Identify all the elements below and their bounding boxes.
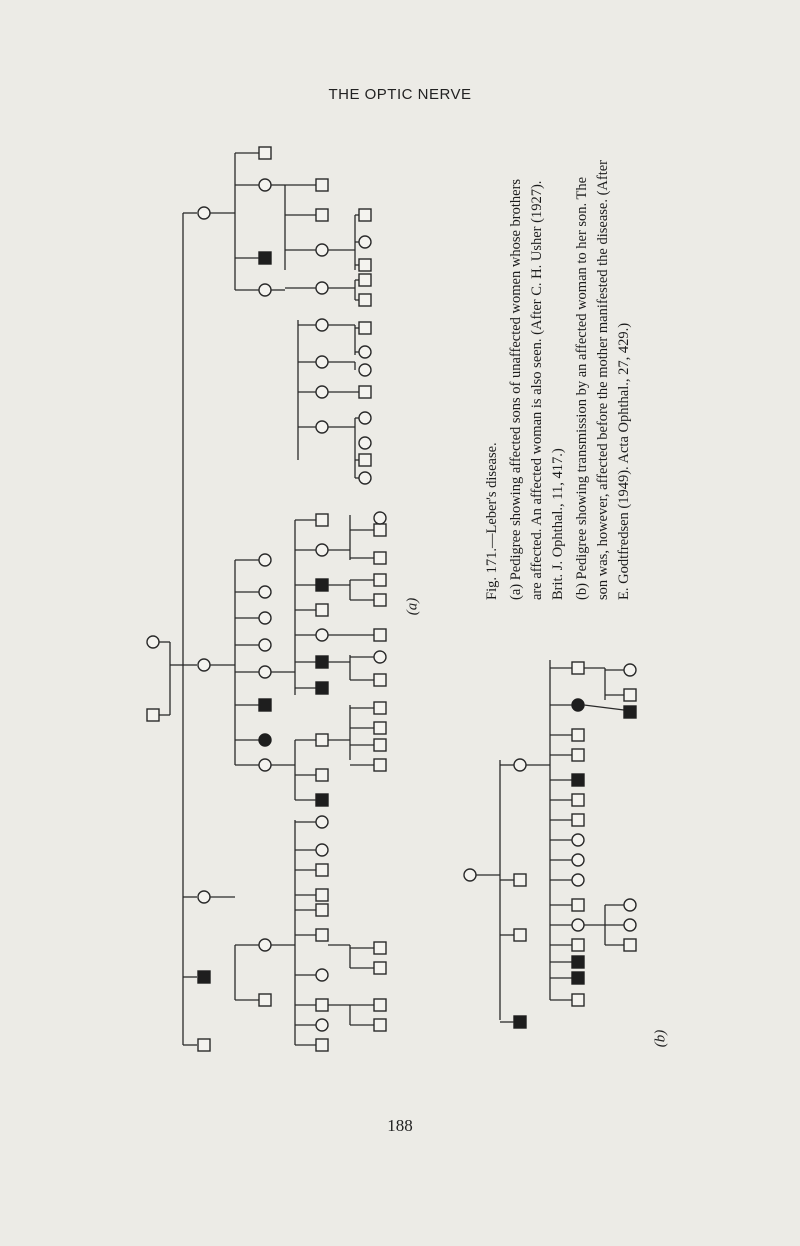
affected-male-symbol: [316, 579, 328, 591]
male-symbol: [374, 574, 386, 586]
female-symbol: [514, 759, 526, 771]
female-symbol: [464, 869, 476, 881]
female-symbol: [359, 236, 371, 248]
female-symbol: [624, 664, 636, 676]
male-symbol: [572, 794, 584, 806]
male-symbol: [374, 552, 386, 564]
male-symbol: [316, 889, 328, 901]
female-symbol: [624, 919, 636, 931]
label-b: (b): [652, 1029, 669, 1048]
male-symbol: [374, 629, 386, 641]
running-head: THE OPTIC NERVE: [328, 86, 472, 103]
male-symbol: [316, 929, 328, 941]
male-symbol: [374, 674, 386, 686]
affected-male-symbol: [316, 794, 328, 806]
female-symbol: [147, 636, 159, 648]
male-symbol: [374, 722, 386, 734]
male-symbol: [316, 734, 328, 746]
female-symbol: [259, 612, 271, 624]
female-symbol: [316, 386, 328, 398]
male-symbol: [572, 994, 584, 1006]
male-symbol: [374, 702, 386, 714]
page-number: 188: [387, 1116, 413, 1135]
male-symbol: [359, 322, 371, 334]
female-symbol: [259, 759, 271, 771]
male-symbol: [316, 769, 328, 781]
male-symbol: [374, 962, 386, 974]
female-symbol: [572, 854, 584, 866]
affected-male-symbol: [259, 252, 271, 264]
affected-male-symbol: [624, 706, 636, 718]
female-symbol: [624, 899, 636, 911]
male-symbol: [514, 929, 526, 941]
male-symbol: [316, 514, 328, 526]
female-symbol: [359, 364, 371, 376]
male-symbol: [374, 999, 386, 1011]
male-symbol: [316, 864, 328, 876]
female-symbol: [316, 319, 328, 331]
male-symbol: [374, 759, 386, 771]
male-symbol: [374, 594, 386, 606]
male-symbol: [316, 904, 328, 916]
female-symbol: [572, 834, 584, 846]
female-symbol: [316, 244, 328, 256]
affected-male-symbol: [198, 971, 210, 983]
caption-title: Fig. 171.—Leber's disease.: [484, 442, 500, 600]
female-symbol: [259, 179, 271, 191]
male-symbol: [374, 524, 386, 536]
female-symbol: [316, 544, 328, 556]
affected-male-symbol: [572, 956, 584, 968]
male-symbol: [316, 999, 328, 1011]
affected-male-symbol: [572, 774, 584, 786]
female-symbol: [316, 356, 328, 368]
female-symbol: [316, 969, 328, 981]
male-symbol: [198, 1039, 210, 1051]
female-symbol: [374, 512, 386, 524]
male-symbol: [359, 386, 371, 398]
female-symbol: [316, 629, 328, 641]
male-symbol: [572, 939, 584, 951]
female-symbol: [259, 639, 271, 651]
male-symbol: [374, 1019, 386, 1031]
male-symbol: [514, 874, 526, 886]
male-symbol: [259, 147, 271, 159]
label-a: (a): [404, 597, 421, 616]
figure-caption: [470, 160, 650, 600]
male-symbol: [374, 942, 386, 954]
female-symbol: [359, 346, 371, 358]
female-symbol: [359, 412, 371, 424]
pedigree-line: [584, 705, 624, 710]
affected-male-symbol: [316, 656, 328, 668]
female-symbol: [316, 421, 328, 433]
female-symbol: [198, 207, 210, 219]
caption-part-a: (a) Pedigree showing affected sons of unaffected women whose brothers are affected. An affected woman is also seen. (After C. H. Usher (1927). Brit. J. Ophthal., 11, 417.): [508, 178, 566, 600]
caption-part-b: (b) Pedigree showing transmission by an affected woman to her son. The son was, however, affected before the mother manifested the disease. (After E. Godtfredsen (1949). Acta Ophthal., 27, 429.): [574, 159, 632, 600]
female-symbol: [316, 1019, 328, 1031]
male-symbol: [316, 179, 328, 191]
male-symbol: [316, 209, 328, 221]
male-symbol: [359, 274, 371, 286]
female-symbol: [359, 472, 371, 484]
female-symbol: [359, 437, 371, 449]
female-symbol: [316, 844, 328, 856]
female-symbol: [259, 554, 271, 566]
male-symbol: [259, 994, 271, 1006]
affected-male-symbol: [259, 699, 271, 711]
female-symbol: [316, 816, 328, 828]
female-symbol: [259, 939, 271, 951]
affected-male-symbol: [316, 682, 328, 694]
affected-male-symbol: [572, 972, 584, 984]
male-symbol: [572, 749, 584, 761]
male-symbol: [147, 709, 159, 721]
male-symbol: [359, 209, 371, 221]
female-symbol: [572, 919, 584, 931]
affected-male-symbol: [514, 1016, 526, 1028]
female-symbol: [259, 284, 271, 296]
male-symbol: [359, 259, 371, 271]
female-symbol: [316, 282, 328, 294]
female-symbol: [374, 651, 386, 663]
male-symbol: [572, 899, 584, 911]
female-symbol: [259, 586, 271, 598]
male-symbol: [572, 662, 584, 674]
female-symbol: [198, 659, 210, 671]
male-symbol: [624, 939, 636, 951]
male-symbol: [316, 1039, 328, 1051]
female-symbol: [198, 891, 210, 903]
affected-female-symbol: [572, 699, 584, 711]
affected-female-symbol: [259, 734, 271, 746]
male-symbol: [316, 604, 328, 616]
male-symbol: [359, 294, 371, 306]
male-symbol: [374, 739, 386, 751]
female-symbol: [259, 666, 271, 678]
female-symbol: [572, 874, 584, 886]
male-symbol: [624, 689, 636, 701]
male-symbol: [359, 454, 371, 466]
male-symbol: [572, 814, 584, 826]
male-symbol: [572, 729, 584, 741]
